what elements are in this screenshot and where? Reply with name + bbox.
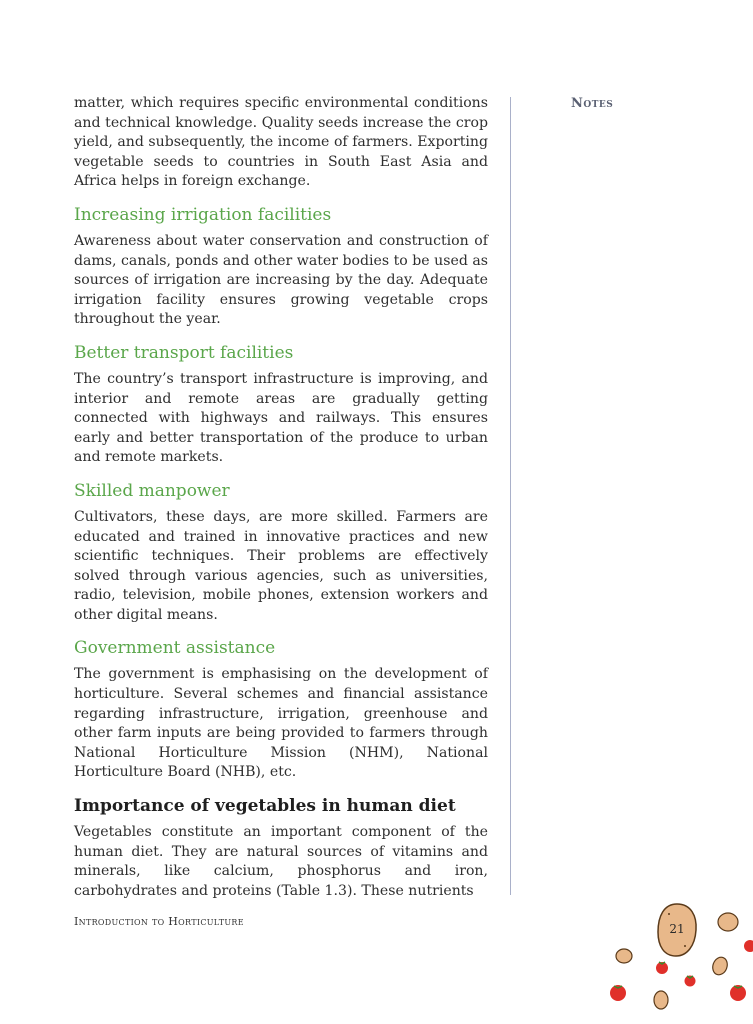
section-heading-government: Government assistance <box>74 638 276 659</box>
main-section-heading: Importance of vegetables in human diet <box>74 796 456 817</box>
potato-icon <box>718 913 738 931</box>
section-heading-manpower: Skilled manpower <box>74 480 230 501</box>
section-heading-transport: Better transport facilities <box>74 342 294 363</box>
page-number: 21 <box>669 922 685 936</box>
tomato-icon <box>744 940 753 952</box>
section-body-transport: The country’s transport infrastructure is improving, and interior and remote areas are gradually getting connected with highways and railways. This ensures early and better transportation of the produce to urban and remote markets. <box>74 370 488 466</box>
potato-icon <box>654 991 668 1009</box>
notes-label: Notes <box>571 96 614 111</box>
notes-divider <box>510 97 511 895</box>
potato-icon <box>616 949 632 963</box>
section-body-irrigation: Awareness about water conservation and construction of dams, canals, ponds and other water bodies to be used as sources of irrigation are increasing by the day. Adequate irrigation facility ensures growing vegetable crops throughout the year. <box>74 232 488 328</box>
section-body-manpower: Cultivators, these days, are more skilled. Farmers are educated and trained in innovative practices and new scientific techniques. Their problems are effectively solved through various agencies, such as universities, radio, television, mobile phones, extension workers and other digital means. <box>74 508 488 623</box>
section-heading-irrigation: Increasing irrigation facilities <box>74 204 332 225</box>
page-number-badge <box>655 902 699 958</box>
potato-icon <box>710 955 729 977</box>
intro-paragraph: matter, which requires specific environmental conditions and technical knowledge. Quality seeds increase the crop yield, and subsequently, the income of farmers. Exporting vegetable seeds to countries in South East Asia and Africa helps in foreign exchange. <box>74 95 488 190</box>
main-section-body: Vegetables constitute an important component of the human diet. They are natural sources of vitamins and minerals, like calcium, phosphorus and iron, carbohydrates and proteins (Table 1.3). These nutrients <box>74 824 488 899</box>
section-body-government: The government is emphasising on the development of horticulture. Several schemes and financial assistance regarding infrastructure, irrigation, greenhouse and other farm inputs are being provided to farmers through National Horticulture Mission (NHM), National Horticulture Board (NHB), etc. <box>74 666 488 781</box>
main-text-column <box>74 94 488 901</box>
footer-book-title: Introduction to Horticulture <box>74 915 244 928</box>
